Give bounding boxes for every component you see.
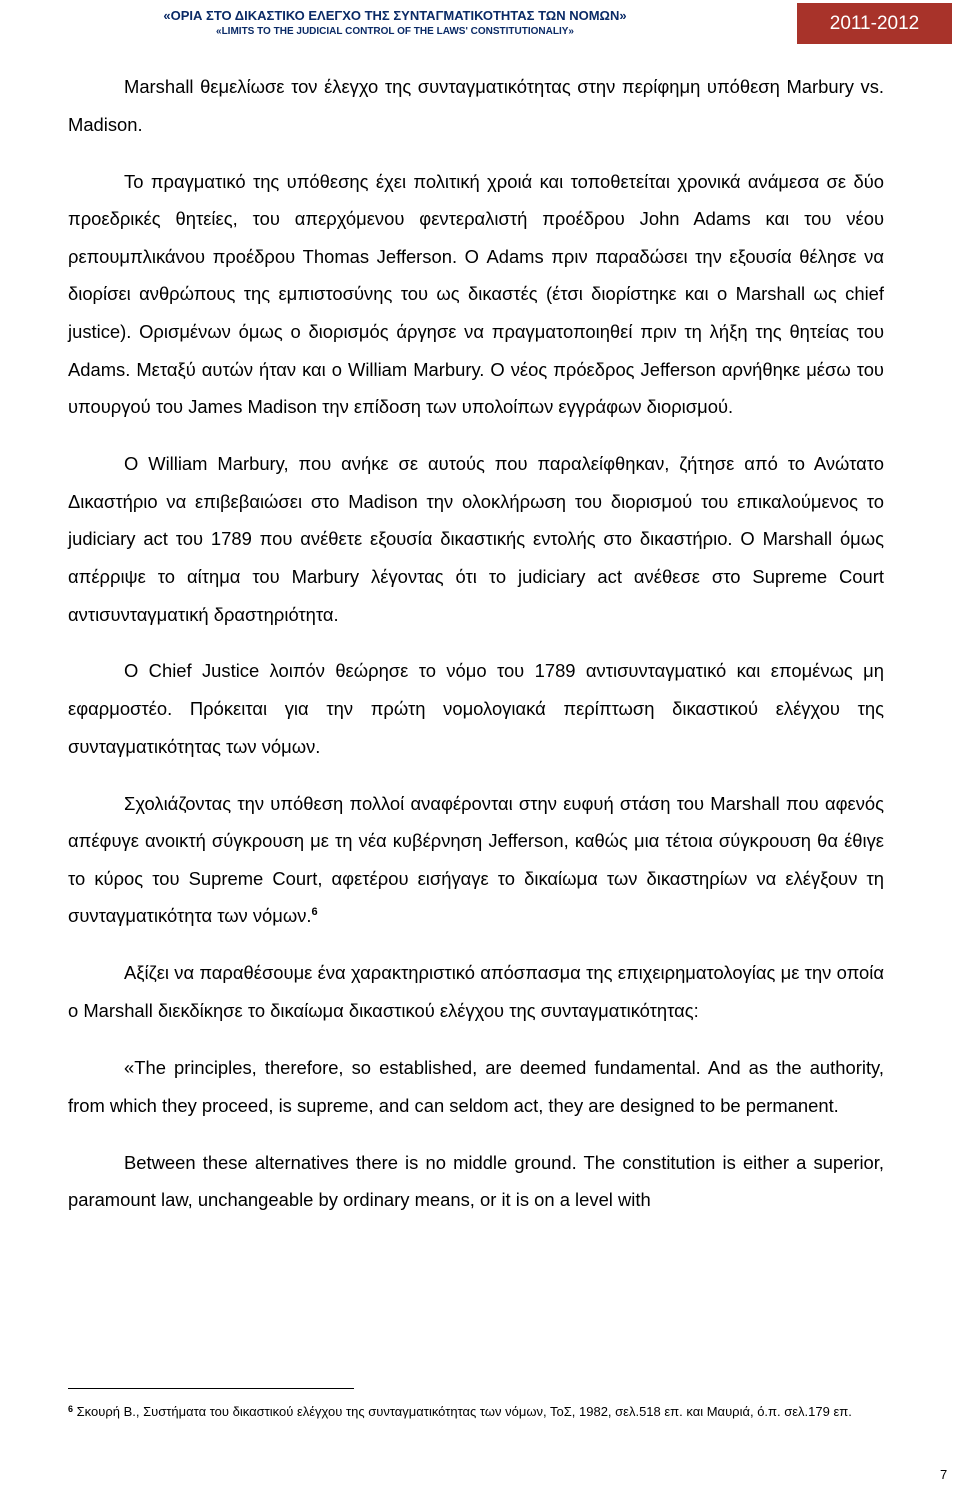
footnote-number: 6 [68,1404,74,1414]
header-year-badge: 2011-2012 [797,3,952,44]
paragraph-6: Αξίζει να παραθέσουμε ένα χαρακτηριστικό απόσπασμα της επιχειρηματολογίας με την οποία ο Marshall διεκδίκησε το δικαίωμα δικαστικού ελέγχου της συνταγματικότητας: [68,962,884,1022]
document-body [68,68,884,1238]
footnote [68,1402,868,1421]
header-titles [0,7,790,40]
paragraph-3: Ο William Marbury, που ανήκε σε αυτούς που παραλείφθηκαν, ζήτησε από το Ανώτατο Δικαστήριο να επιβεβαιώσει στο Madison την ολοκλήρωση του διορισμού του επικαλούμενος το judiciary act του 1789 που ανέθετε εξουσία δικαστικής εντολής στο δικαστήριο. Ο Marshall όμως απέρριψε το αίτημα του Marbury λέγοντας ότι το judiciary act ανέθεσε στο Supreme Court αντισυνταγματική δραστηριότητα. [68,453,884,625]
paragraph-4: Ο Chief Justice λοιπόν θεώρησε το νόμο του 1789 αντισυνταγματικό και επομένως μη εφαρμοστέο. Πρόκειται για την πρώτη νομολογιακά περίπτωση δικαστικού ελέγχου της συνταγματικότητας των νόμων. [68,660,884,757]
paragraph-5 [68,785,884,935]
footnote-reference[interactable]: 6 [311,906,318,919]
paragraph-2: Το πραγματικό της υπόθεσης έχει πολιτική χροιά και τοποθετείται χρονικά ανάμεσα σε δύο προεδρικές θητείες, του απερχόμενου φεντεραλιστή προέδρου John Adams και του νέου ρεπουμπλικάνου προέδρου Thomas Jefferson. Ο Adams πριν παραδώσει την εξουσία θέλησε να διορίσει ανθρώπους της εμπιστοσύνης του ως δικαστές (έτσι διορίστηκε και ο Marshall ως chief justice). Ορισμένων όμως ο διορισμός άργησε να πραγματοποιηθεί πριν τη λήξη της θητείας του Adams. Μεταξύ αυτών ήταν και ο William Marbury. Ο νέος πρόεδρος Jefferson αρνήθηκε μέσω του υπουργού του James Madison την επίδοση των υπολοίπων εγγράφων διορισμού. [68,170,884,418]
footnote-separator [68,1388,354,1389]
quote-paragraph-2: Between these alternatives there is no middle ground. The constitution is either a superior, paramount law, unchangeable by ordinary means, or it is on a level with [68,1151,884,1211]
header-title-greek: «ΟΡΙΑ ΣΤΟ ΔΙΚΑΣΤΙΚΟ ΕΛΕΓΧΟ ΤΗΣ ΣΥΝΤΑΓΜΑΤΙΚΟΤΗΤΑΣ ΤΩΝ ΝΟΜΩΝ» [163,8,627,23]
page-number: 7 [940,1467,948,1482]
quote-paragraph-1: «The principles, therefore, so established, are deemed fundamental. And as the authority, from which they proceed, is supreme, and can seldom act, they are designed to be permanent. [68,1057,884,1116]
footnote-text: Σκουρή Β., Συστήματα του δικαστικού ελέγχου της συνταγματικότητας των νόμων, ΤοΣ, 1982, σελ.518 επ. και Μαυριά, ό.π. σελ.179 επ. [76,1404,852,1419]
paragraph-1: Marshall θεμελίωσε τον έλεγχο της συνταγματικότητας στην περίφημη υπόθεση Marbury vs. Madison. [68,76,884,135]
page-header [0,0,960,48]
paragraph-5-text: Σχολιάζοντας την υπόθεση πολλοί αναφέρονται στην ευφυή στάση του Marshall που αφενός απέφυγε ανοικτή σύγκρουση με τη νέα κυβέρνηση Jefferson, καθώς μια τέτοια σύγκρουση θα έθιγε το κύρος του Supreme Court, αφετέρου εισήγαγε το δικαίωμα των δικαστηρίων να ελέγξουν τη συνταγματικότητα των νόμων. [68,792,884,927]
header-title-english: «LIMITS TO THE JUDICIAL CONTROL OF THE LAWS' CONSTITUTIONALIY» [216,26,574,37]
